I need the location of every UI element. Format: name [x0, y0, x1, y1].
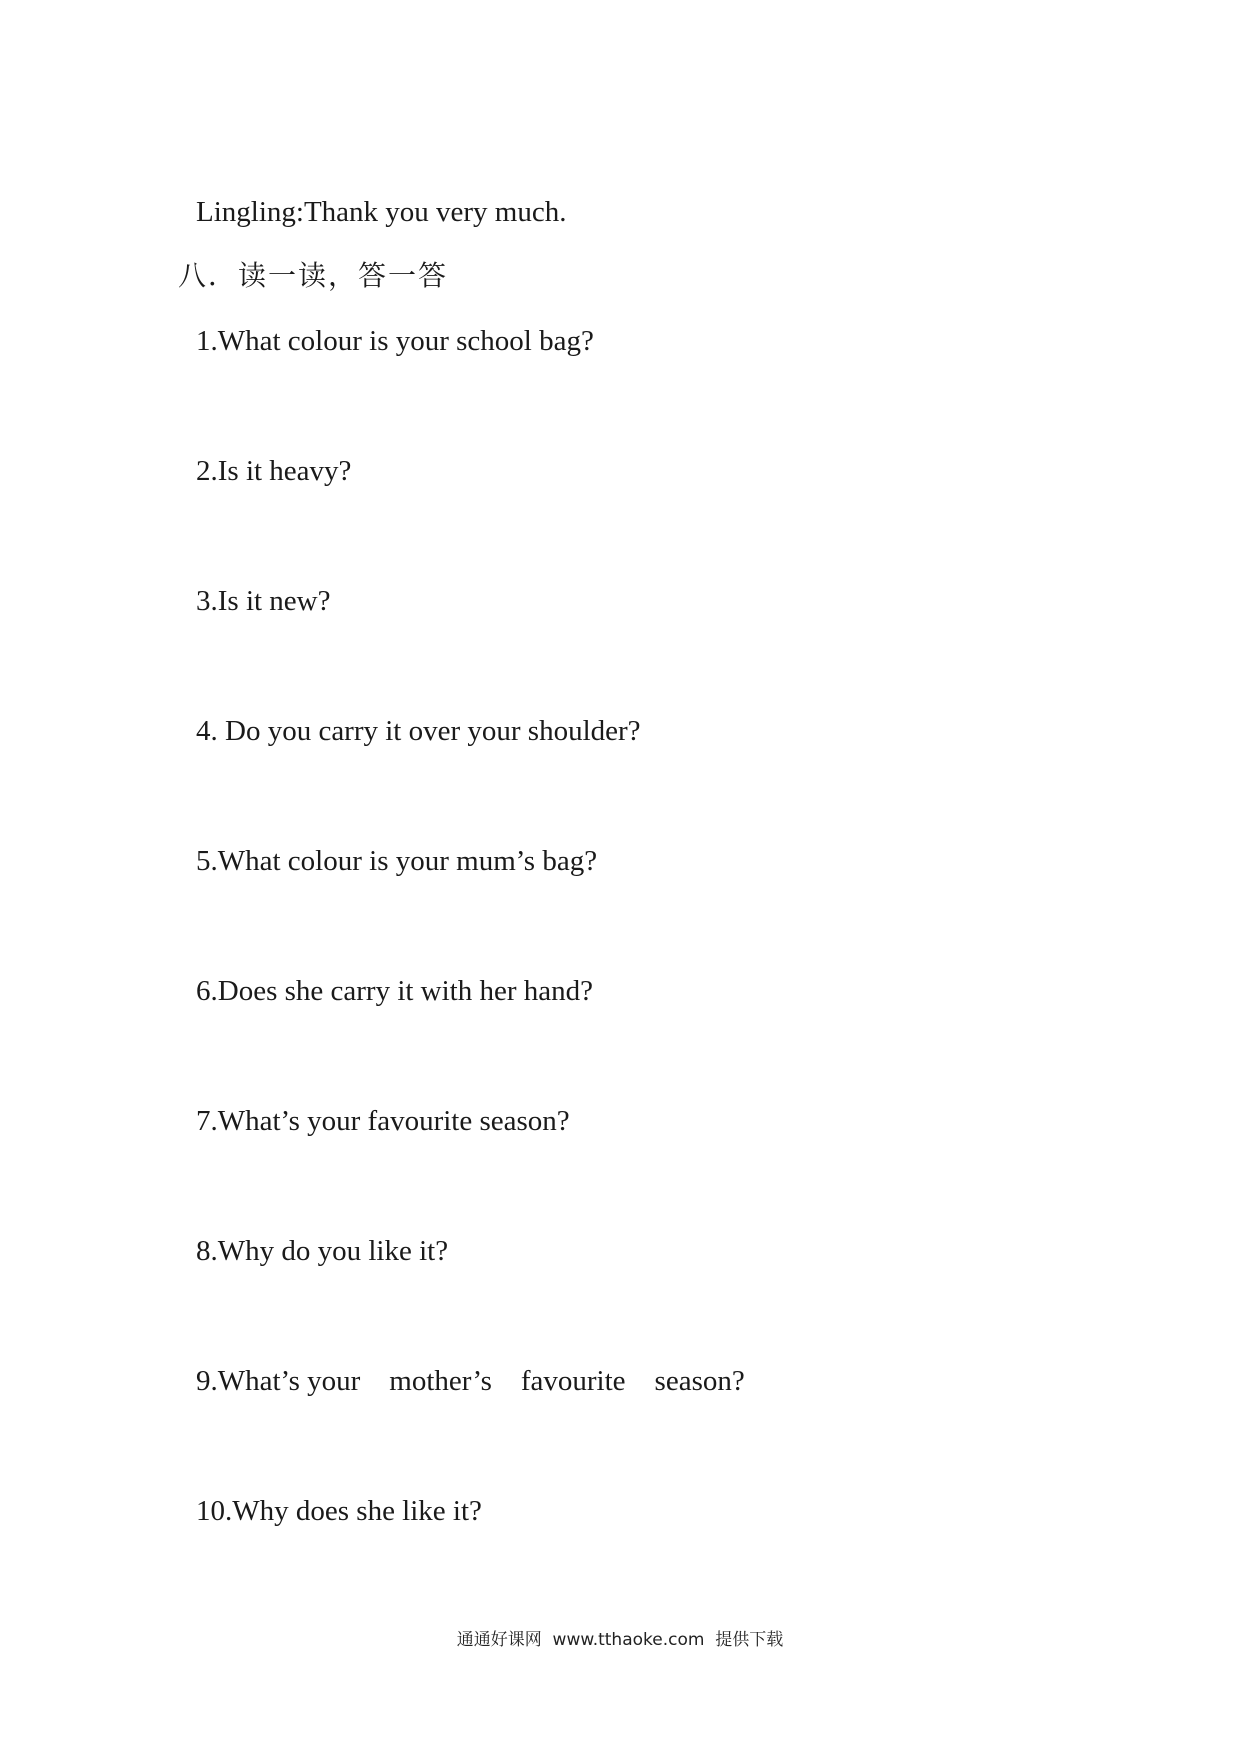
footer-source-note: 通通好课网 www.tthaoke.com 提供下载	[456, 1630, 784, 1650]
question-1: 1.What colour is your school bag?	[196, 325, 594, 357]
question-6: 6.Does she carry it with her hand?	[196, 975, 594, 1007]
dialogue-line: Lingling:Thank you very much.	[196, 196, 567, 228]
question-2: 2.Is it heavy?	[196, 455, 352, 487]
question-10: 10.Why does she like it?	[196, 1495, 482, 1527]
question-9: 9.What’s your mother’s favourite season?	[196, 1365, 745, 1397]
question-8: 8.Why do you like it?	[196, 1235, 449, 1267]
question-3: 3.Is it new?	[196, 585, 331, 617]
question-5: 5.What colour is your mum’s bag?	[196, 845, 598, 877]
question-4: 4. Do you carry it over your shoulder?	[196, 715, 641, 747]
question-7: 7.What’s your favourite season?	[196, 1105, 570, 1137]
section-heading: 八．读一读，答一答	[178, 259, 449, 292]
